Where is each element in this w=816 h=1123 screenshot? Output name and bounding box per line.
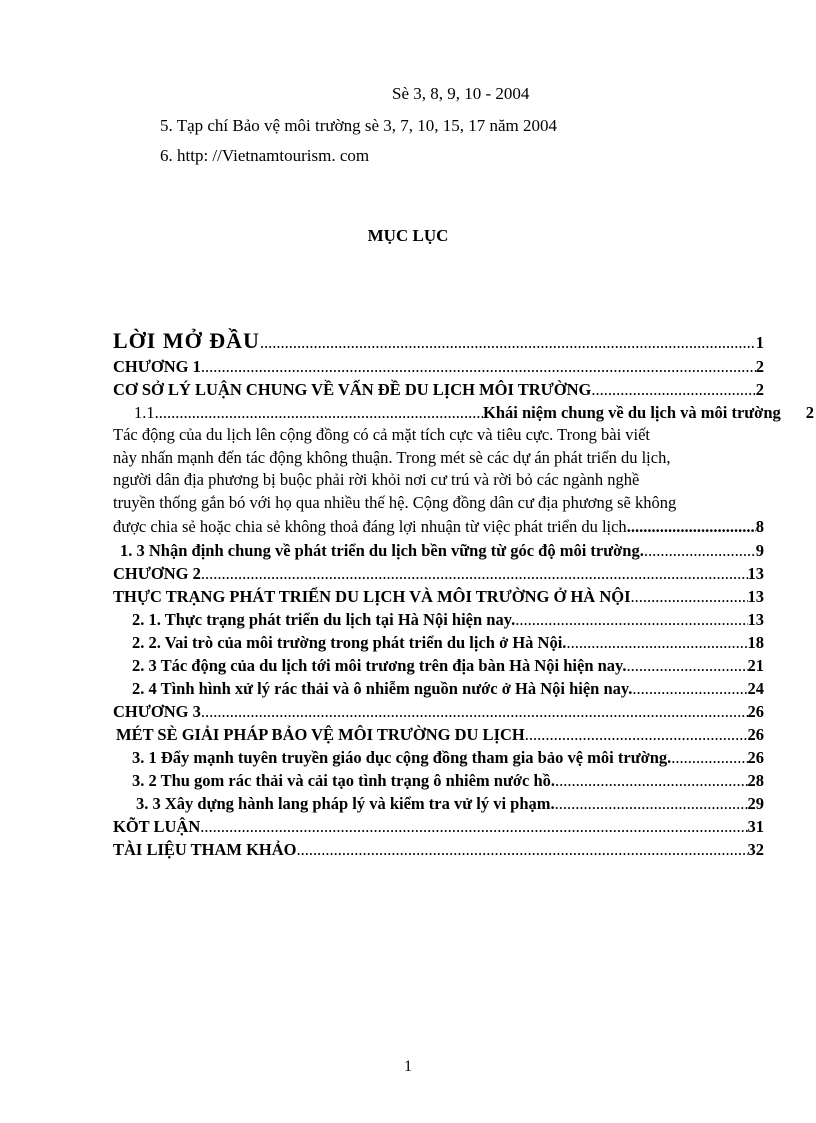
toc-entry-page: 9 [755,541,764,560]
toc-entry-page: 31 [747,817,764,836]
toc-entry-number: 1.1. [134,403,159,422]
toc-entry-label: CHƯƠNG 2 [113,564,201,583]
paragraph-line: này nhấn mạnh đến tác động không thuận. Trong mét sè các dự án phát triển du lịch, [113,447,671,467]
reference-item-6: 6. http: //Vietnamtourism. com [160,146,370,165]
toc-entry-label: CƠ SỞ LÝ LUẬN CHUNG VỀ VẤN ĐỀ DU LỊCH MÔI TRƯỜNG [113,380,592,399]
toc-entry-label: CHƯƠNG 1 [113,357,201,376]
toc-entry-page: 28 [747,771,764,790]
toc-leader [632,678,747,700]
toc-leader [631,586,748,608]
toc-leader [200,816,747,838]
toc-entry-label: TÀI LIỆU THAM KHẢO [113,840,297,859]
toc-entry-label: KÕT LUẬN [113,817,201,836]
toc-entry-page: 2 [755,357,764,376]
toc-leader [555,793,748,815]
toc-entry-conclusion[interactable] [113,816,764,838]
toc-entry-label: THỰC TRẠNG PHÁT TRIỂN DU LỊCH VÀ MÔI TRƯỜNG Ở HÀ NỘI [113,587,631,606]
toc-entry-label: 2. 3 Tác động của du lịch tới môi trương trên địa bàn Hà Nội hiện nay. [132,656,627,675]
toc-entry-page: 1 [755,333,764,352]
toc-leader [671,747,747,769]
paragraph-line: Tác động của du lịch lên cộng đồng có cả mặt tích cực và tiêu cực. Trong bài viết [113,425,651,444]
toc-leader [297,839,748,861]
reference-continuation: Sè 3, 8, 9, 10 - 2004 [392,84,530,103]
toc-leader [555,770,747,792]
toc-entry-page: 24 [747,679,764,698]
toc-entry-3-3[interactable] [136,793,764,815]
toc-entry-2-1[interactable] [132,609,764,631]
toc-leader [591,379,755,401]
toc-leader [515,609,747,631]
paragraph-line: truyền thống gắn bó với họ qua nhiều thế hệ. Cộng đồng dân cư địa phương sẽ không [113,492,677,512]
toc-entry-2-4[interactable] [132,678,764,700]
toc-entry-chapter-3-title[interactable] [116,724,764,746]
toc-entry-references[interactable] [113,839,764,861]
toc-entry-2-3[interactable] [132,655,764,677]
toc-entry-1-3[interactable] [120,540,764,562]
toc-entry-chapter-1[interactable] [113,356,764,378]
toc-entry-page: 29 [747,794,764,813]
toc-entry-3-1[interactable] [132,747,764,769]
toc-entry-label: được chia sẻ hoặc chia sẻ không thoả đáng lợi nhuận từ việc phát triển du lịch [113,517,627,536]
toc-entry-label: Khái niệm chung về du lịch và môi trường [483,403,781,422]
toc-leader [201,701,748,723]
toc-entry-chapter-3[interactable] [113,701,764,723]
toc-entry-page: 32 [747,840,764,859]
toc-entry-1-2[interactable] [113,516,764,538]
toc-title: MỤC LỤC [367,226,449,245]
toc-entry-label: 2. 4 Tình hình xử lý rác thải và ô nhiễm nguồn nước ở Hà Nội hiện nay. [132,679,633,698]
page-number: 1 [404,1058,412,1075]
toc-entry-3-2[interactable] [132,770,764,792]
toc-entry-label: 3. 2 Thu gom rác thải và cải tạo tình trạng ô nhiêm nước hồ. [132,771,556,790]
toc-entry-label: MÉT SÈ GIẢI PHÁP BẢO VỆ MÔI TRƯỜNG DU LỊCH [116,725,525,744]
toc-leader [627,655,748,677]
toc-entry-label: 2. 1. Thực trạng phát triển du lịch tại Hà Nội hiện nay. [132,610,516,629]
toc-entry-chapter-2[interactable] [113,563,764,585]
toc-leader [644,540,756,562]
toc-entry-page: 13 [747,564,764,583]
toc-entry-page: 21 [747,656,764,675]
toc-entry-page: 26 [747,725,764,744]
toc-entry-page: 26 [747,702,764,721]
body-paragraph [113,424,768,514]
toc-entry-page: 2 [805,403,814,422]
toc-leader [159,402,483,424]
toc-entry-page: 13 [747,587,764,606]
toc-entry-label: CHƯƠNG 3 [113,702,201,721]
toc-entry-1-1[interactable] [134,402,814,424]
toc-entry-label: 3. 1 Đẩy mạnh tuyên truyền giáo dục cộng đồng tham gia bảo vệ môi trường. [132,748,672,767]
paragraph-line: người dân địa phương bị buộc phải rời khỏi nơi cư trú và rời bỏ các ngành nghề [113,470,640,490]
toc-entry-label: LỜI MỞ ĐẦU [113,328,260,353]
toc-leader [566,632,747,654]
toc-leader [525,724,748,746]
toc-entry-chapter-2-title[interactable] [113,586,764,608]
toc-leader [627,516,756,538]
toc-entry-page: 8 [755,517,764,536]
reference-item-5: 5. Tạp chí Bảo vệ môi trường sè 3, 7, 10, 15, 17 năm 2004 [160,116,558,135]
toc-entry-label: 3. 3 Xây dựng hành lang pháp lý và kiểm tra vử lý vi phạm. [136,794,555,813]
toc-entry-intro[interactable] [113,330,764,352]
toc-entry-page: 13 [747,610,764,629]
toc-leader [201,563,748,585]
toc-leader [260,332,756,354]
toc-entry-2-2[interactable] [132,632,764,654]
toc-leader [201,356,756,378]
toc-entry-label: 2. 2. Vai trò của môi trường trong phát triển du lịch ở Hà Nội. [132,633,567,652]
toc-entry-page: 2 [755,380,764,399]
toc-entry-page: 26 [747,748,764,767]
toc-entry-chapter-1-title[interactable] [113,379,764,401]
toc-entry-label: 1. 3 Nhận định chung về phát triển du lịch bền vững từ góc độ môi trường. [120,541,644,560]
toc-entry-page: 18 [747,633,764,652]
